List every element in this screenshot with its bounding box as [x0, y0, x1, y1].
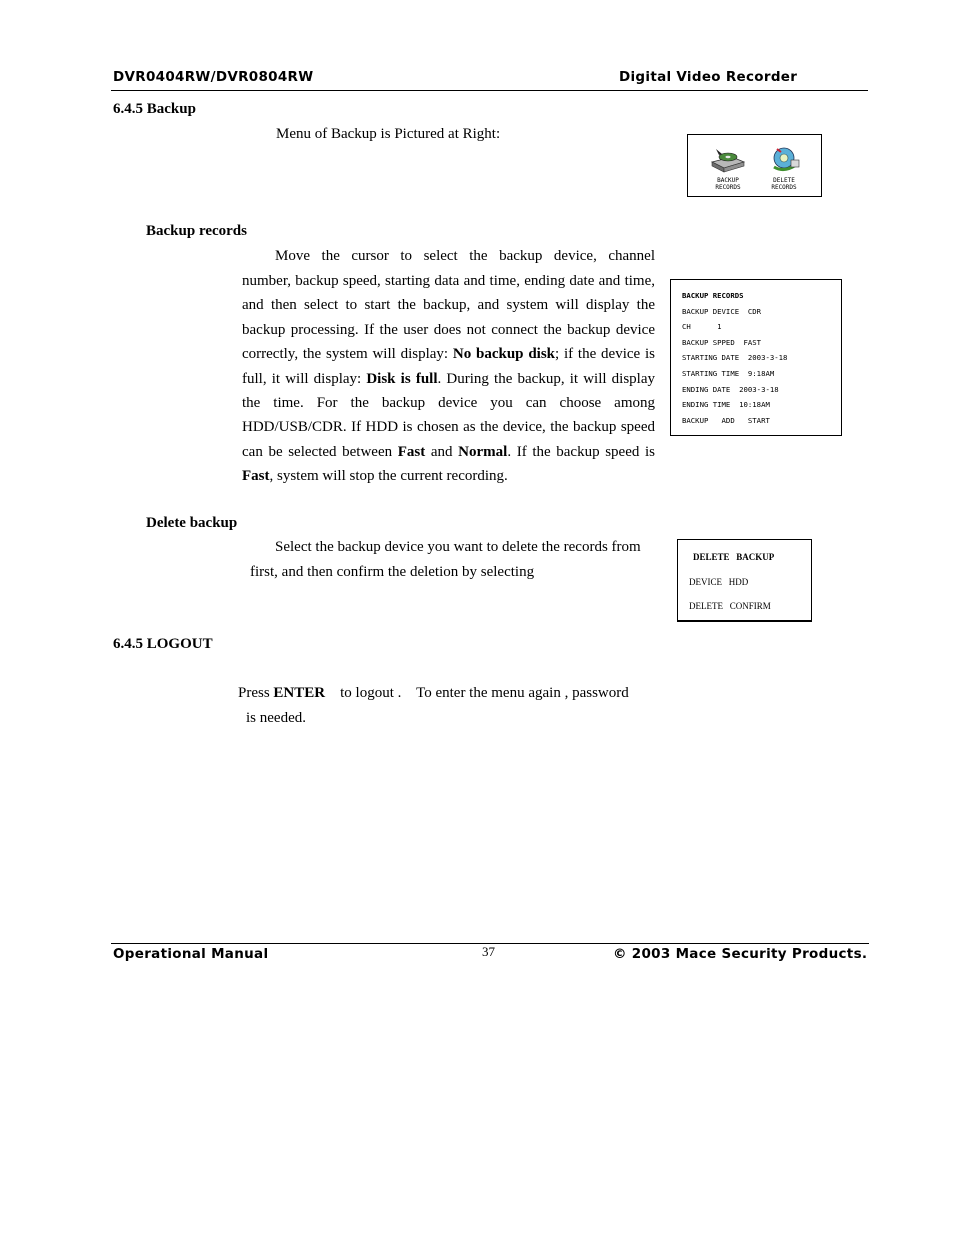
subheading-delete-backup: Delete backup	[146, 515, 238, 531]
logout-line-2: is needed.	[246, 710, 306, 726]
screen-line: ENDING DATE 2003-3-18	[682, 384, 779, 394]
backup-intro: Menu of Backup is Pictured at Right:	[276, 126, 501, 142]
page-number: 37	[482, 944, 495, 959]
backup-term-fast: Fast	[397, 443, 426, 460]
backup-term-fast-2: Fast	[242, 468, 270, 485]
menu-label-records: RECORDS	[715, 183, 741, 191]
screen-line: CH 1	[682, 322, 722, 332]
backup-records-first-line: Move the cursor to select the backup device, channel	[275, 248, 655, 264]
screen-line: STARTING DATE 2003-3-18	[682, 353, 788, 363]
logout-line-1	[238, 685, 629, 702]
logout-rest: to logout . To enter the menu again , password	[325, 685, 629, 701]
header-rule	[111, 90, 868, 91]
section-heading-logout: 6.4.5 LOGOUT	[113, 636, 213, 652]
menu-label-backup: BACKUP	[717, 177, 739, 184]
delete-screen-confirm: DELETE CONFIRM	[689, 601, 771, 611]
backup-term-disk-full: Disk is full	[366, 370, 438, 387]
backup-text-6: , system will stop the current recording.	[269, 468, 508, 485]
menu-label-delete: DELETE	[773, 177, 795, 184]
footer-right: © 2003 Mace Security Products.	[613, 946, 868, 962]
delete-records-icon	[762, 145, 806, 175]
subheading-backup-records: Backup records	[146, 223, 247, 239]
backup-records-paragraph	[242, 269, 655, 489]
logout-press: Press	[238, 685, 274, 701]
backup-records-screen	[670, 279, 842, 436]
header-model: DVR0404RW/DVR0804RW	[113, 69, 314, 85]
delete-backup-line-1: Select the backup device you want to delete the records from	[275, 539, 641, 555]
screen-title: BACKUP RECORDS	[682, 291, 744, 300]
section-heading-backup: 6.4.5 Backup	[113, 101, 196, 117]
disk-drive-icon	[706, 145, 750, 175]
menu-item-backup-records	[706, 145, 750, 189]
delete-backup-screen	[677, 539, 812, 622]
delete-screen-title: DELETE BACKUP	[693, 552, 775, 562]
backup-text-3: . During the backup, it will display the time. For the backup device you can choose among HDD/USB/CDR. If HDD is chosen as the device, the backup speed can be selected between	[242, 370, 656, 460]
menu-item-delete-records	[762, 145, 806, 189]
backup-term-normal: Normal	[458, 443, 508, 460]
backup-text-1: number, backup speed, starting data and time, ending date and time, and then select to start the backup, and system will display the backup processing. If the user does not connect the backup device correctly, the system will display:	[242, 273, 655, 363]
backup-term-no-disk: No backup disk	[452, 346, 556, 363]
screen-line: STARTING TIME 9:18AM	[682, 368, 775, 378]
screen-line: BACKUP DEVICE CDR	[682, 306, 762, 316]
screen-line: ENDING TIME 10:18AM	[682, 400, 770, 410]
menu-label-records: RECORDS	[771, 183, 797, 191]
logout-enter-key: ENTER	[273, 685, 326, 701]
footer-left: Operational Manual	[113, 946, 269, 962]
screen-line: BACKUP ADD START	[682, 415, 770, 425]
screen-line: BACKUP SPPED FAST	[682, 337, 762, 347]
header-product: Digital Video Recorder	[619, 69, 798, 85]
backup-menu-picture	[687, 134, 822, 197]
backup-text-2: ; if the device is full, it will display:	[242, 346, 655, 387]
backup-text-4: and	[425, 443, 459, 460]
delete-screen-device: DEVICE HDD	[689, 577, 749, 587]
backup-text-5: . If the backup speed is	[507, 443, 655, 460]
delete-backup-line-2: first, and then confirm the deletion by selecting	[250, 564, 535, 580]
